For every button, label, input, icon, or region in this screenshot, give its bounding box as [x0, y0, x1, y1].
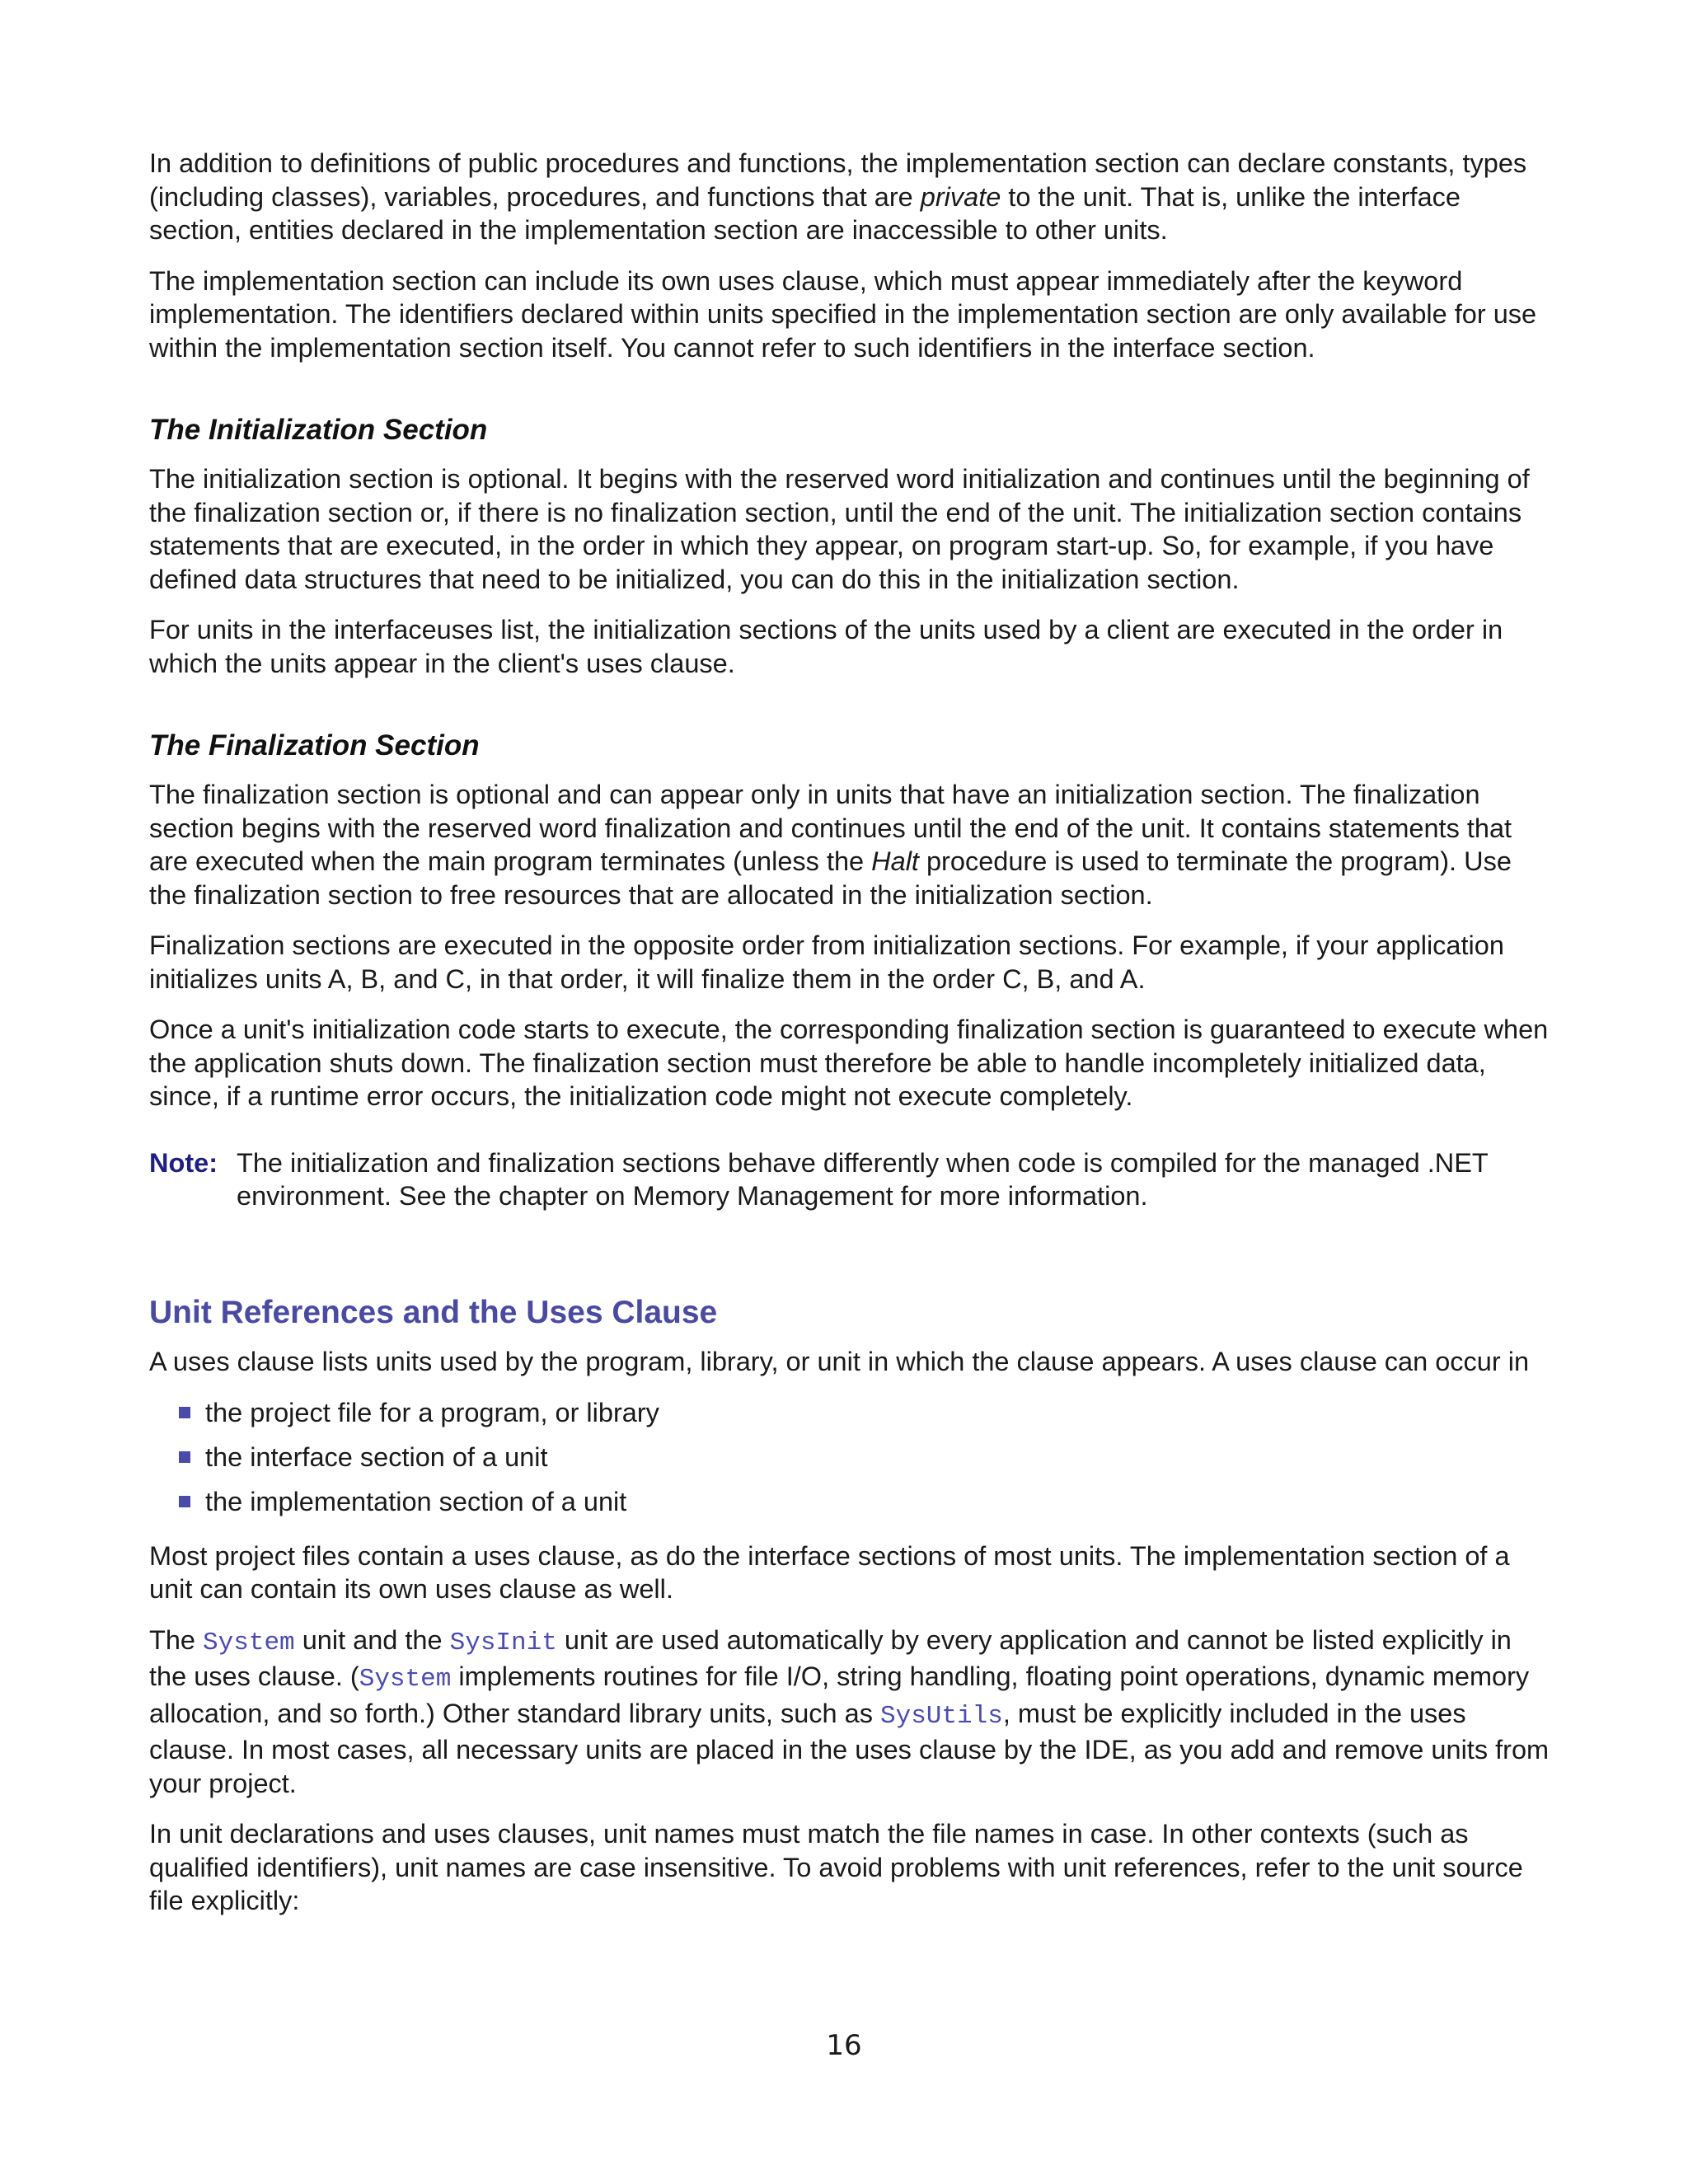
- finalization-paragraph-2: Finalization sections are executed in the opposite order from initialization sections. For example, if your application initializes units A, B, and C, in that order, it will finalize them in the order C, B, and A.: [149, 930, 1504, 994]
- page-number: 16: [826, 2029, 862, 2062]
- square-bullet-icon: [179, 1496, 190, 1507]
- uses-clause-locations-list: [149, 1396, 1550, 1519]
- list-item: the project file for a program, or library: [179, 1396, 1550, 1430]
- note-text: The initialization and finalization sections behave differently when code is compiled for the managed .NET environment. See the chapter on Memory Management for more information.: [237, 1147, 1489, 1211]
- finalization-paragraph-3: Once a unit's initialization code starts to execute, the corresponding finalization section is guaranteed to execute when the application shuts down. The finalization section must therefore be able to handle incompletely initialized data, since, if a runtime error occurs, the initialization code might not execute completely.: [149, 1015, 1549, 1111]
- document-page: [149, 147, 1550, 1918]
- code-system: System: [359, 1665, 452, 1694]
- unit-references-paragraph-4: In unit declarations and uses clauses, unit names must match the file names in case. In other contexts (such as qualified identifiers), unit names are case insensitive. To avoid problems with unit references, refer to the unit source file explicitly:: [149, 1819, 1523, 1915]
- unit-references-heading: Unit References and the Uses Clause: [149, 1294, 718, 1330]
- square-bullet-icon: [179, 1407, 190, 1418]
- square-bullet-icon: [179, 1451, 190, 1463]
- initialization-paragraph-2: For units in the interfaceuses list, the initialization sections of the units used by a client are executed in the order in which the units appear in the client's uses clause.: [149, 615, 1503, 678]
- code-sysinit: SysInit: [449, 1628, 557, 1657]
- finalization-paragraph-1: The finalization section is optional and can appear only in units that have an initialization section. The finalization section begins with the reserved word finalization and continues until the end of the unit. It contains statements that are executed when the main program terminates (unless the Halt procedure is used to terminate the program). Use the finalization section to free resources that are allocated in the initialization section.: [149, 780, 1512, 910]
- code-sysutils: SysUtils: [879, 1701, 1003, 1731]
- note-block: [149, 1146, 1550, 1213]
- initialization-section-heading: The Initialization Section: [149, 414, 488, 446]
- unit-references-paragraph-2: Most project files contain a uses clause, as do the interface sections of most units. The implementation section of a unit can contain its own uses clause as well.: [149, 1540, 1510, 1604]
- code-system: System: [203, 1628, 295, 1657]
- unit-references-paragraph-1: A uses clause lists units used by the program, library, or unit in which the clause appears. A uses clause can occur in: [149, 1346, 1530, 1376]
- intro-paragraph-2: The implementation section can include its own uses clause, which must appear immediately after the keyword implementation. The identifiers declared within units specified in the implementation section are only available for use within the implementation section itself. You cannot refer to such identifiers in the interface section.: [149, 265, 1537, 363]
- intro-paragraph-1: In addition to definitions of public procedures and functions, the implementation section can declare constants, types (including classes), variables, procedures, and functions that are private to the unit. That is, unlike the interface section, entities declared in the implementation section are inaccessible to other units.: [149, 148, 1527, 245]
- list-item: the interface section of a unit: [179, 1441, 1550, 1474]
- finalization-section-heading: The Finalization Section: [149, 729, 480, 762]
- unit-references-paragraph-3: The System unit and the SysInit unit are used automatically by every application and cannot be listed explicitly in the uses clause. (System implements routines for file I/O, string handling, floating point operations, dynamic memory allocation, and so forth.) Other standard library units, such as SysUtils, must be explicitly included in the uses clause. In most cases, all necessary units are placed in the uses clause by the IDE, as you add and remove units from your project.: [149, 1624, 1550, 1798]
- note-label: Note:: [149, 1147, 218, 1178]
- initialization-paragraph-1: The initialization section is optional. It begins with the reserved word initialization and continues until the beginning of the finalization section or, if there is no finalization section, until the end of the unit. The initialization section contains statements that are executed, in the order in which they appear, on program start-up. So, for example, if you have defined data structures that need to be initialized, you can do this in the initialization section.: [149, 464, 1530, 594]
- list-item: the implementation section of a unit: [179, 1485, 1550, 1519]
- emphasis-halt: Halt: [871, 846, 919, 876]
- emphasis-private: private: [920, 181, 1001, 212]
